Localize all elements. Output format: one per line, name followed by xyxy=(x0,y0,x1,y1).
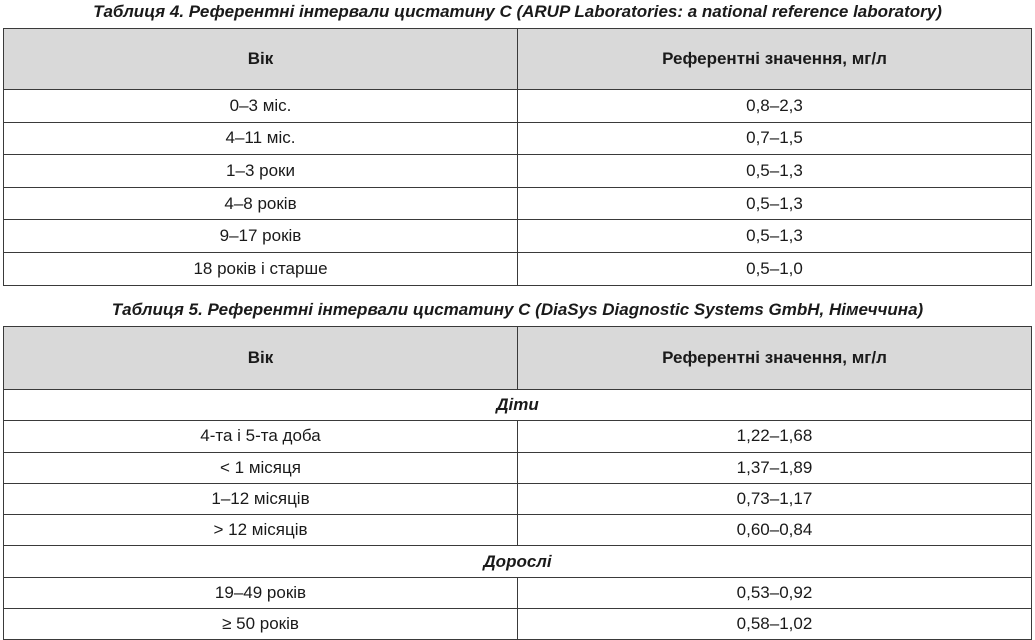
age-cell: 4–11 міс. xyxy=(4,122,518,155)
age-cell: 1–3 роки xyxy=(4,155,518,188)
section-label-adults: Дорослі xyxy=(4,546,1032,577)
value-cell: 0,8–2,3 xyxy=(518,90,1032,123)
value-cell: 0,5–1,3 xyxy=(518,220,1032,253)
value-cell: 0,73–1,17 xyxy=(518,483,1032,514)
table4-col-value-header: Референтні значення, мг/л xyxy=(518,29,1032,90)
section-row-adults xyxy=(4,546,1032,577)
table-row xyxy=(4,483,1032,514)
value-cell: 0,5–1,3 xyxy=(518,155,1032,188)
age-cell: > 12 місяців xyxy=(4,515,518,546)
value-cell: 1,22–1,68 xyxy=(518,421,1032,452)
table-row xyxy=(4,155,1032,188)
table5-header-row xyxy=(4,327,1032,390)
table5-col-value-header: Референтні значення, мг/л xyxy=(518,327,1032,390)
table4-header-row xyxy=(4,29,1032,90)
table-row xyxy=(4,515,1032,546)
value-cell: 0,5–1,3 xyxy=(518,187,1032,220)
table-row xyxy=(4,609,1032,640)
table5-cystatin-diasys xyxy=(3,326,1032,640)
age-cell: 19–49 років xyxy=(4,577,518,608)
value-cell: 0,60–0,84 xyxy=(518,515,1032,546)
value-cell: 0,53–0,92 xyxy=(518,577,1032,608)
table4-col-age-header: Вік xyxy=(4,29,518,90)
table5-col-age-header: Вік xyxy=(4,327,518,390)
age-cell: < 1 місяця xyxy=(4,452,518,483)
table-row xyxy=(4,452,1032,483)
table-row xyxy=(4,187,1032,220)
age-cell: ≥ 50 років xyxy=(4,609,518,640)
age-cell: 1–12 місяців xyxy=(4,483,518,514)
value-cell: 1,37–1,89 xyxy=(518,452,1032,483)
section-label-children: Діти xyxy=(4,390,1032,421)
age-cell: 0–3 міс. xyxy=(4,90,518,123)
value-cell: 0,58–1,02 xyxy=(518,609,1032,640)
table-row xyxy=(4,421,1032,452)
age-cell: 18 років і старше xyxy=(4,252,518,285)
table-row xyxy=(4,122,1032,155)
table-row xyxy=(4,220,1032,253)
section-row-children xyxy=(4,390,1032,421)
table-row xyxy=(4,577,1032,608)
table5-caption: Таблиця 5. Референтні інтервали цистатину С (DiaSys Diagnostic Systems GmbH, Німеччина) xyxy=(111,300,924,319)
age-cell: 4–8 років xyxy=(4,187,518,220)
table4-cystatin-arup xyxy=(3,28,1032,286)
value-cell: 0,7–1,5 xyxy=(518,122,1032,155)
table4-caption: Таблиця 4. Референтні інтервали цистатину С (ARUP Laboratories: a national reference laboratory) xyxy=(93,2,942,21)
table-row xyxy=(4,252,1032,285)
table-row xyxy=(4,90,1032,123)
age-cell: 9–17 років xyxy=(4,220,518,253)
age-cell: 4-та і 5-та доба xyxy=(4,421,518,452)
value-cell: 0,5–1,0 xyxy=(518,252,1032,285)
